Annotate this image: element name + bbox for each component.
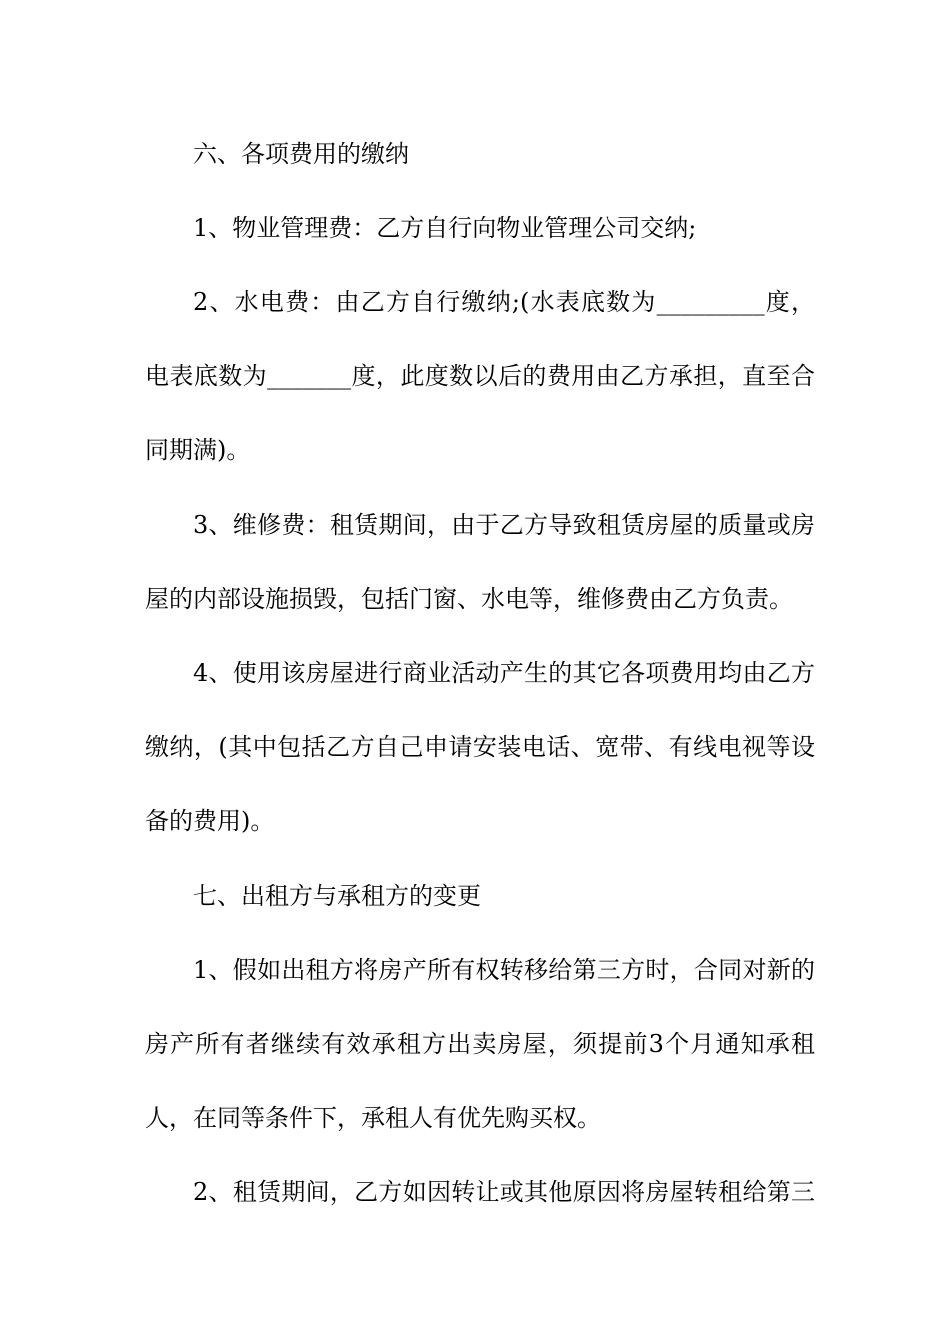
paragraph-line: 2、租赁期间，乙方如因转让或其他原因将房屋转租给第三	[193, 1178, 815, 1206]
paragraph-line: 缴纳，(其中包括乙方自己申请安装电话、宽带、有线电视等设	[145, 733, 815, 761]
paragraph-line: 同期满)。	[145, 436, 251, 464]
paragraph-line: 房产所有者继续有效承租方出卖房屋，须提前3个月通知承租	[145, 1030, 815, 1058]
paragraph-line: 屋的内部设施损毁，包括门窗、水电等，维修费由乙方负责。	[145, 585, 793, 613]
paragraph-line: 1、假如出租方将房产所有权转移给第三方时，合同对新的	[193, 956, 815, 984]
paragraph-line: 4、使用该房屋进行商业活动产生的其它各项费用均由乙方	[193, 659, 815, 687]
section-heading-fees: 六、各项费用的缴纳	[193, 140, 409, 168]
section-heading-change: 七、出租方与承租方的变更	[193, 882, 481, 910]
paragraph-line: 电表底数为_______度，此度数以后的费用由乙方承担，直至合	[145, 362, 815, 390]
paragraph-line: 备的费用)。	[145, 807, 275, 835]
paragraph-line: 3、维修费：租赁期间，由于乙方导致租赁房屋的质量或房	[193, 511, 815, 539]
paragraph-line: 1、物业管理费：乙方自行向物业管理公司交纳;	[193, 214, 697, 242]
paragraph-line: 2、水电费：由乙方自行缴纳;(水表底数为_________度，	[193, 288, 815, 316]
paragraph-line: 人，在同等条件下，承租人有优先购买权。	[145, 1104, 601, 1132]
